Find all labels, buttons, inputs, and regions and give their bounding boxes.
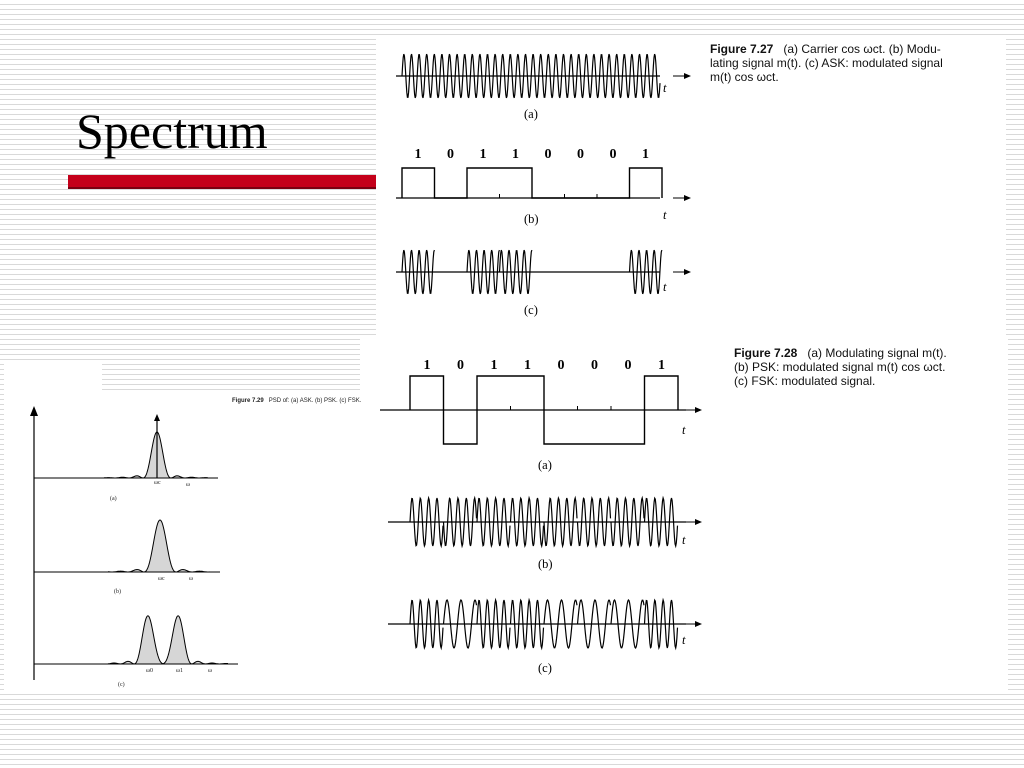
- bit-label: 0: [457, 358, 464, 373]
- ask-waveform: [396, 250, 691, 294]
- slide-title: Spectrum: [76, 103, 268, 159]
- figure-7-27-label: Figure 7.27: [710, 42, 774, 56]
- caption-line-3: m(t) cos ωct.: [710, 70, 779, 84]
- title-accent-bar-shadow: [68, 187, 380, 189]
- figure-7-29-caption: [232, 398, 362, 404]
- caption-line-1: (a) Modulating signal m(t).: [807, 346, 947, 360]
- figure-7-29-panel: [102, 390, 360, 692]
- panel-c-label: (c): [538, 661, 552, 675]
- bit-label: 1: [414, 147, 422, 162]
- psk-axis-arrow-head: [695, 519, 702, 525]
- psd-wc-label-a: ωc: [154, 480, 161, 486]
- bit-labels: [415, 147, 650, 162]
- bit-label: 0: [447, 147, 454, 162]
- t-axis-label-a: t: [663, 81, 667, 95]
- baseband-square-wave: [402, 168, 662, 198]
- psd-panel-c-label: (c): [118, 682, 125, 688]
- bit-label: 0: [544, 147, 552, 162]
- time-axis-labels: [663, 81, 667, 294]
- bit-label: 1: [642, 147, 649, 162]
- caption-line-2: (b) PSK: modulated signal m(t) cos ωct.: [734, 360, 946, 374]
- figure-7-27-panel: [376, 36, 1006, 336]
- ask-axis-arrow-head: [684, 269, 691, 275]
- psd-panel-b-label: (b): [114, 589, 121, 595]
- carrier-axis-arrow-head: [684, 73, 691, 79]
- panel-a-label: (a): [538, 458, 552, 472]
- t-axis-label-a: t: [682, 423, 686, 437]
- figure-7-28-panel: [360, 336, 1008, 692]
- psd-w0-label: ω0: [146, 668, 153, 674]
- caption-line-2: lating signal m(t). (c) ASK: modulated signal: [710, 56, 943, 70]
- modulating-signal-waveform: [396, 168, 691, 201]
- caption-text: PSD of: (a) ASK. (b) PSK. (c) FSK.: [268, 398, 362, 404]
- psk-waveform: [388, 498, 702, 546]
- panel-c-label: (c): [524, 303, 538, 317]
- figure-7-29-left-strip: [4, 362, 102, 694]
- t-axis-label-c: t: [682, 633, 686, 647]
- time-axis-labels: [682, 423, 686, 647]
- psd-wc-label-b: ωc: [158, 576, 165, 582]
- title-area: [0, 0, 380, 200]
- caption-line-1: (a) Carrier cos ωct. (b) Modu-: [783, 42, 941, 56]
- title-accent-bar: [68, 175, 380, 187]
- bit-label: 0: [557, 358, 565, 373]
- bit-label: 0: [591, 358, 598, 373]
- bit-label: 0: [577, 147, 584, 162]
- bit-label: 1: [490, 358, 498, 373]
- psd-w-axis-label-b: ω: [189, 576, 193, 582]
- t-axis-label-b: t: [663, 208, 667, 222]
- carrier-waveform: [396, 54, 691, 98]
- bit-label: 1: [524, 358, 531, 373]
- psd-w-axis-label-c: ω: [208, 668, 212, 674]
- figure-7-28-label: Figure 7.28: [734, 346, 798, 360]
- bit-label: 0: [624, 358, 632, 373]
- psd-w-axis-label-a: ω: [186, 482, 190, 488]
- bit-label: 1: [479, 147, 487, 162]
- psd-w1-label: ω1: [176, 668, 183, 674]
- psd-panel-a-label: (a): [110, 496, 117, 502]
- panel-a-label: (a): [524, 107, 538, 121]
- figure-7-28-caption: [734, 346, 1004, 388]
- fsk-axis-arrow-head: [695, 621, 702, 627]
- bit-label: 1: [512, 147, 519, 162]
- fsk-waveform: [388, 600, 702, 648]
- bit-label: 1: [423, 358, 431, 373]
- panel-b-label: (b): [538, 557, 553, 571]
- figure-7-27-caption: [710, 42, 990, 84]
- panel-b-label: (b): [524, 212, 539, 226]
- polar-axis-arrow-head: [695, 407, 702, 413]
- bit-label: 0: [609, 147, 617, 162]
- bipolar-modulating-signal: [380, 376, 702, 444]
- figure-7-28-graphic: [360, 336, 1008, 692]
- bit-labels: [424, 358, 666, 373]
- figure-7-29-label: Figure 7.29: [232, 398, 264, 404]
- t-axis-label-b: t: [682, 533, 686, 547]
- baseband-axis-arrow-head: [684, 195, 691, 201]
- t-axis-label-c: t: [663, 280, 667, 294]
- bit-label: 1: [658, 358, 665, 373]
- caption-line-3: (c) FSK: modulated signal.: [734, 374, 876, 388]
